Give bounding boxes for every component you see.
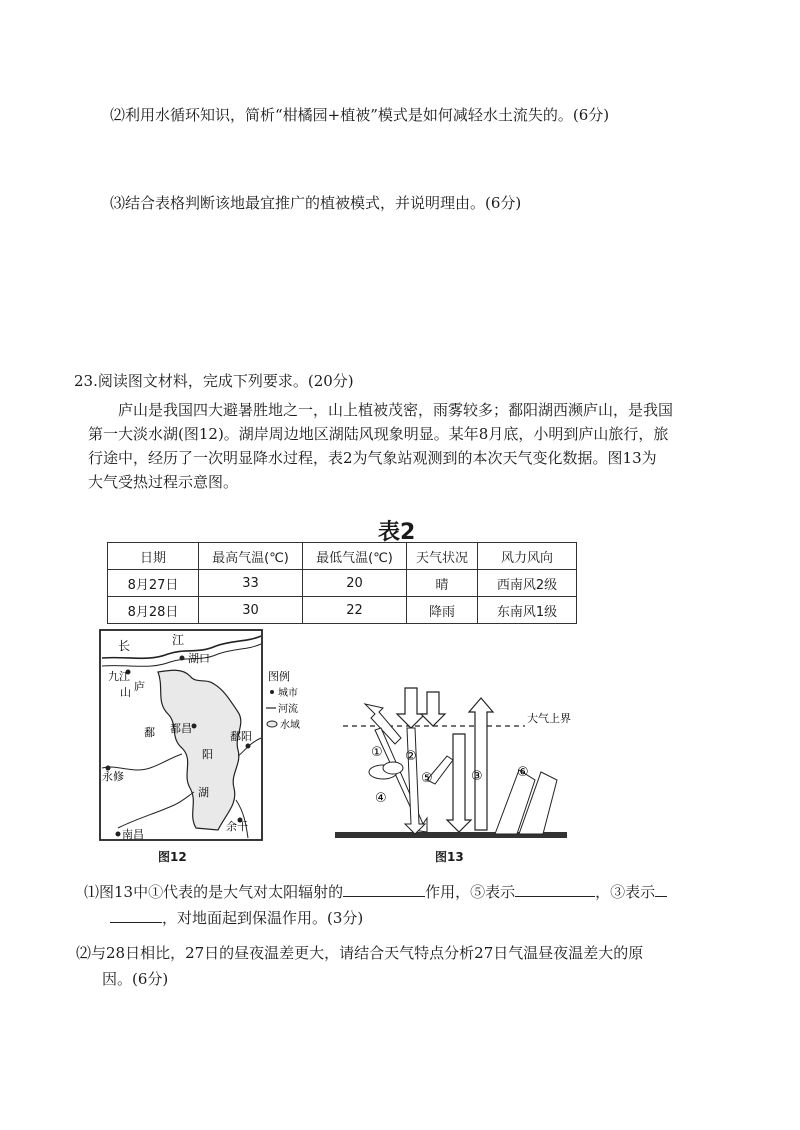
sub1-part4: ，对地面起到保温作用。(3分) [162, 909, 364, 927]
label-shan: 山 [120, 686, 131, 699]
table-cell: 8月27日 [108, 570, 199, 597]
label-hukou: 湖口 [188, 652, 210, 665]
city-poyang [246, 744, 251, 749]
sub1-part2: 作用，⑤表示 [425, 883, 516, 901]
marker-2: ② [405, 749, 417, 764]
col-date: 日期 [108, 543, 199, 570]
label-poyang-city: 鄱阳 [230, 730, 252, 743]
legend-river: 河流 [278, 704, 298, 715]
solar-radiation-arrow [421, 692, 445, 726]
intro-line-2: 第一大淡水湖(图12)。湖岸周边地区湖陆风现象明显。某年8月底，小明到庐山旅行，旅 [88, 425, 669, 443]
intro-line-4: 大气受热过程示意图。 [88, 473, 239, 491]
label-lu: 庐 [134, 680, 145, 693]
answer-blank-3-start[interactable] [655, 880, 667, 897]
col-wind: 风力风向 [478, 543, 577, 570]
table-cell: 22 [303, 597, 407, 624]
sub1-part1: ⑴图13中①代表的是大气对太阳辐射的 [84, 883, 344, 901]
label-duchang: 都昌 [170, 722, 192, 735]
legend-water: 水域 [280, 720, 300, 731]
answer-blank-1[interactable] [343, 880, 425, 897]
table-cell: 西南风2级 [478, 570, 577, 597]
sub1-part3: ，③表示 [595, 883, 656, 901]
label-nanchang: 南昌 [122, 828, 144, 841]
ground-radiation-arrow [469, 698, 493, 830]
q23-sub2-line1: ⑵与28日相比，27日的昼夜温差更大，请结合天气特点分析27日气温昼夜温差大的原 [76, 944, 644, 962]
city-hukou [180, 656, 185, 661]
marker-1: ① [371, 745, 383, 760]
q22-sub3: ⑶结合表格判断该地最宜推广的植被模式，并说明理由。(6分) [110, 194, 522, 212]
poyang-lake [158, 670, 241, 830]
answer-blank-3[interactable] [110, 906, 162, 923]
legend-water-symbol [267, 721, 277, 727]
answer-blank-2[interactable] [515, 880, 595, 897]
label-chang: 长 [118, 639, 131, 653]
figure-13 [335, 684, 600, 864]
fig13-diagram [335, 684, 600, 844]
table-cell: 33 [199, 570, 303, 597]
table-cell: 30 [199, 597, 303, 624]
label-yang: 阳 [202, 748, 213, 761]
upper-boundary-label: 大气上界 [527, 712, 571, 725]
table-row [108, 597, 577, 624]
label-yugan: 余干 [226, 820, 248, 833]
intro-line-3: 行途中，经历了一次明显降水过程，表2为气象站观测到的本次天气变化数据。图13为 [88, 449, 657, 467]
solar-radiation-arrow [397, 688, 425, 728]
table-cell: 8月28日 [108, 597, 199, 624]
intro-line-1: 庐山是我国四大避暑胜地之一，山上植被茂密，雨雾较多；鄱阳湖西濒庐山，是我国 [118, 401, 674, 419]
figure-12 [98, 628, 318, 864]
ground-radiation-path [375, 728, 427, 832]
table-row [108, 570, 577, 597]
col-min-temp: 最低气温(℃) [303, 543, 407, 570]
table-cell: 东南风1级 [478, 597, 577, 624]
counter-radiation-arrow [447, 734, 471, 832]
fig12-map [98, 628, 318, 843]
col-weather: 天气状况 [407, 543, 478, 570]
legend-city-symbol [270, 690, 274, 694]
marker-6: ⑥ [517, 765, 529, 780]
legend-city: 城市 [278, 688, 298, 699]
marker-5: ⑤ [421, 771, 433, 786]
q23-header: 23.阅读图文材料，完成下列要求。(20分) [74, 372, 354, 390]
label-hu: 湖 [198, 786, 209, 799]
gan-river [118, 792, 194, 828]
xiu-river [102, 754, 182, 770]
weather-table [107, 542, 577, 624]
fig13-caption: 图13 [435, 850, 464, 864]
table-header-row [108, 543, 577, 570]
fig12-caption: 图12 [158, 850, 187, 864]
marker-4: ④ [375, 791, 387, 806]
label-po: 鄱 [144, 726, 155, 739]
table-cell: 降雨 [407, 597, 478, 624]
label-jiang: 江 [172, 633, 185, 647]
table-cell: 20 [303, 570, 407, 597]
col-max-temp: 最高气温(℃) [199, 543, 303, 570]
legend-title: 图例 [268, 670, 290, 683]
city-duchang [192, 724, 197, 729]
q23-intro [88, 398, 728, 494]
q23-sub2-line2: 因。(6分) [102, 970, 169, 988]
label-jiujiang: 九江 [108, 670, 130, 683]
label-yongxiu: 永修 [102, 770, 124, 783]
q22-sub2: ⑵利用水循环知识，简析“柑橘园+植被”模式是如何减轻水土流失的。(6分) [110, 106, 610, 124]
q23-sub1-line2 [110, 906, 363, 929]
table-title: 表2 [378, 520, 416, 545]
city-nanchang [116, 832, 121, 837]
table-cell: 晴 [407, 570, 478, 597]
cloud-puff [383, 762, 403, 774]
marker-3: ③ [471, 769, 483, 784]
q23-sub1-line1 [84, 880, 667, 903]
